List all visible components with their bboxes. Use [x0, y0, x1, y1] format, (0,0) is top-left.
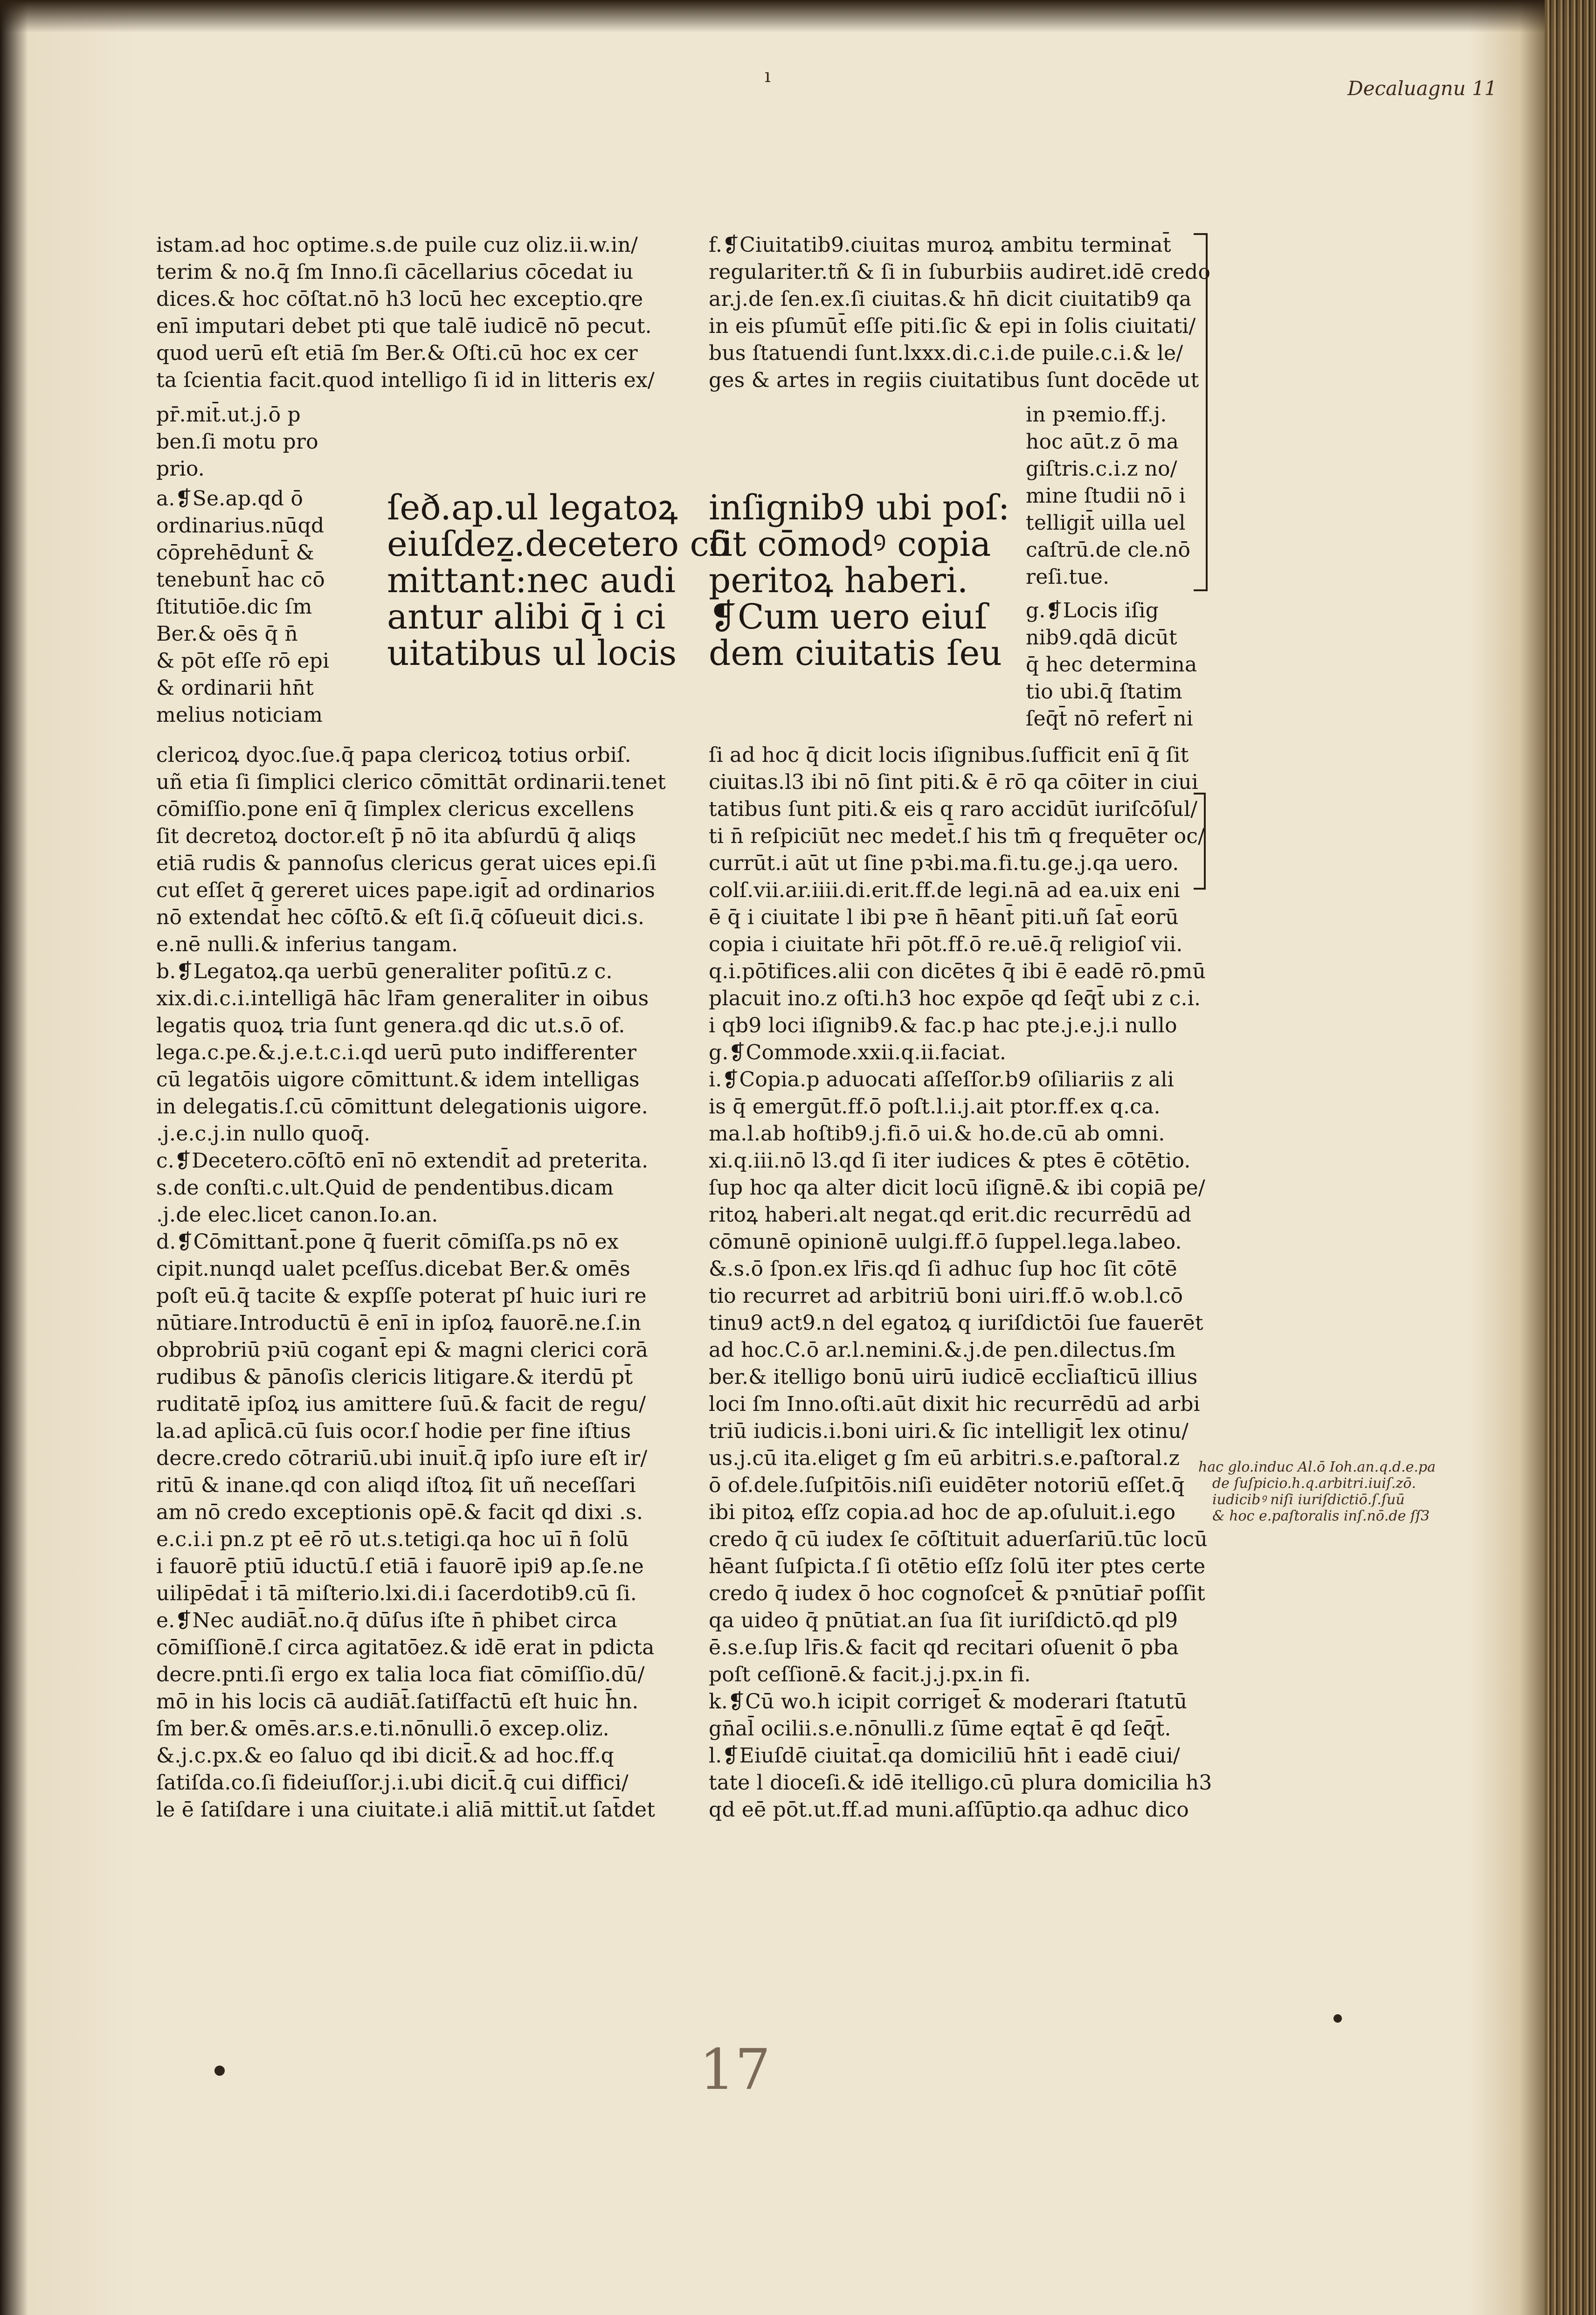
text-line: dices.& hoc cōſtat.nō h3 locū hec exceptio.qre	[156, 287, 643, 311]
text-line: clericoꝝ dyoc.ſue.q̄ papa clericoꝝ totius orbiſ.	[156, 743, 631, 767]
text-line: k.❡Cū wo.h icipit corriget̄ & moderari ſtatutū	[709, 1690, 1188, 1714]
text-line: legatis quoꝝ tria ſunt genera.qd dic ut.s.ō of.	[156, 1014, 625, 1037]
text-line: q.i.pōtifices.alii con dicētes q̄ ibi ē eadē rō.pmū	[709, 960, 1206, 983]
text-line: tenebunt̄ hac cō	[156, 568, 325, 592]
text-line: c.❡Decetero.cōſtō enī nō extendit̄ ad preterita.	[156, 1149, 649, 1173]
margin-bracket-middle	[1194, 793, 1206, 890]
text-line: a.❡Se.ap.qd ō	[156, 487, 304, 511]
text-line: cōmiſſio.pone enī q̄ ſimplex clericus excellens	[156, 797, 635, 821]
text-line: etiā rudis & pannoſus clericus gerat uices epi.ſi	[156, 851, 656, 875]
text-line: caſtrū.de cle.nō	[1026, 538, 1191, 562]
text-line: qd eē pōt.ut.ff.ad muni.aſſūptio.qa adhuc dico	[709, 1798, 1189, 1822]
text-line: ſit decretoꝝ doctor.eſt p̄ nō ita abſurdū q̄ aliqs	[156, 824, 636, 848]
text-line: ben.ſi motu pro	[156, 430, 318, 454]
text-line: xix.di.c.i.intelligā hāc lr̄am generaliter in oibus	[156, 987, 649, 1010]
text-line: cōmunē opinionē uulgi.ff.ō ſuppel.lega.labeo.	[709, 1230, 1182, 1254]
text-line: decre.credo cōtrariū.ubi inuit̄.q̄ ipſo iure eſt ir/	[156, 1446, 648, 1470]
text-line: &.j.c.px.& eo ſaluo qd ibi dicit̄.& ad hoc.ff.q	[156, 1744, 615, 1768]
text-line: e.nē nulli.& inferius tangam.	[156, 933, 458, 956]
text-line: tinu9 act9.n del egatoꝝ q iuriſdictōi ſue fauerēt	[709, 1311, 1203, 1335]
text-line: ē q̄ i ciuitate l ibi pꝛe n̄ hēant̄ piti.uñ ſat̄ eorū	[709, 905, 1179, 929]
book-top-shadow	[0, 0, 1596, 33]
text-line: prio.	[156, 457, 205, 481]
main-text-line: antur alibi q̄ i ci	[387, 597, 666, 637]
text-line: cū legatōis uigore cōmittunt.& idem intelligas	[156, 1068, 640, 1092]
text-line: i fauorē ptiū iductū.ſ etiā i fauorē ipi9 ap.ſe.ne	[156, 1555, 644, 1578]
text-line: credo q̄ cū iudex ſe cōſtituit aduerſariū.tūc locū	[709, 1527, 1208, 1551]
text-line: e.c.i.i pn.z pt eē rō ut.s.tetigi.qa hoc uī n̄ ſolū	[156, 1527, 629, 1551]
text-line: l.❡Eiuſdē ciuitat̄.qa domiciliū hn̄t i eadē ciui/	[709, 1744, 1180, 1768]
text-line: telligit̄ uilla uel	[1026, 511, 1186, 535]
margin-bracket-top	[1194, 233, 1208, 591]
text-line: d.❡Cōmittant̄.pone q̄ fuerit cōmiſſa.ps nō ex	[156, 1230, 619, 1254]
text-line: currūt.i aūt ut ſine pꝛbi.ma.fi.tu.ge.j.qa uero.	[709, 851, 1179, 875]
margin-note-line: de ſuſpicio.h.q.arbitri.iuiſ.zō.	[1212, 1475, 1416, 1492]
text-line: giſtris.c.i.z no/	[1026, 457, 1177, 481]
text-line: ō of.dele.ſuſpitōis.niſi euidēter notoriū eſſet.q̄	[709, 1473, 1185, 1497]
text-line: ſtitutiōe.dic ſm	[156, 595, 312, 619]
folio-mark: ı	[765, 65, 771, 87]
text-line: nō extendat̄ hec cōſtō.& eſt ſi.q̄ cōſueuit dici.s.	[156, 905, 645, 929]
text-line: qa uideo q̄ pnūtiat.an ſua ſit iuriſdictō.qd pl9	[709, 1609, 1178, 1632]
text-line: cōprehēdunt̄ &	[156, 541, 315, 565]
text-line: rudibus & pānoſis clericis litigare.& iterdū pt̄	[156, 1365, 633, 1389]
text-line: obprobriū pꝛiū cogant̄ epi & magni clerici corā	[156, 1338, 648, 1362]
main-text-line: inſignib9 ubi poſ:	[709, 488, 1010, 528]
text-line: nūtiare.Introductū ē enī in ipſoꝝ fauorē.ne.ſ.in	[156, 1311, 642, 1335]
text-line: i.❡Copia.p aduocati aſſeſſor.b9 oſiliariis z ali	[709, 1068, 1174, 1092]
text-line: cōmiſſionē.ſ circa agitatōez.& idē erat in pdicta	[156, 1636, 655, 1659]
text-line: am nō credo exceptionis opē.& facit qd dixi .s.	[156, 1500, 643, 1524]
text-line: hoc aūt.z ō ma	[1026, 430, 1179, 454]
text-line: melius noticiam	[156, 703, 323, 727]
main-text-line: mittant̄:nec audi	[387, 560, 676, 601]
text-line: & pōt eſſe rō epi	[156, 649, 330, 673]
text-line: hēant ſuſpicta.ſ ſi otētio eſſz ſolū iter ptes certe	[709, 1555, 1206, 1578]
text-line: nib9.qdā dicūt	[1026, 626, 1177, 650]
text-line: cut eſſet q̄ gereret uices pape.igit̄ ad ordinarios	[156, 878, 656, 902]
margin-note-line: hac glo.induc Al.ō Ioh.an.q.d.e.pa	[1198, 1459, 1436, 1475]
text-line: placuit ino.z oſti.h3 hoc expōe qd ſeq̄t̄ ubi z c.i.	[709, 987, 1201, 1010]
text-line: ber.& itelligo bonū uirū iudicē eccl̄iaſticū illius	[709, 1365, 1198, 1389]
text-line: ſeq̄t̄ nō refert̄ ni	[1026, 707, 1193, 731]
text-line: .j.de elec.licet canon.Io.an.	[156, 1203, 438, 1227]
text-line: copia i ciuitate hr̄i pōt.ff.ō re.uē.q̄ religioſ vii.	[709, 933, 1183, 956]
margin-note-line: & hoc e.paſtoralis inſ.nō.de ſſ3	[1212, 1508, 1430, 1524]
text-line: e.❡Nec audiāt̄.no.q̄ dūſus iſte n̄ phibet circa	[156, 1609, 617, 1632]
text-line: ibi pitoꝝ eſſz copia.ad hoc de ap.oſuluit.i.ego	[709, 1500, 1176, 1524]
handwritten-folio-note: Decaluagnu 11	[1347, 77, 1497, 100]
text-line: in eis pſumūt̄ eſſe piti.ſic & epi in ſolis ciuitati/	[709, 314, 1196, 338]
text-line: ordinarius.nūqd	[156, 514, 325, 538]
text-line: i qb9 loci iſignib9.& fac.p hac pte.j.e.j.i nullo	[709, 1014, 1177, 1037]
text-line: ritū & inane.qd con aliqd iſtoꝝ ſit uñ neceſſari	[156, 1473, 636, 1497]
text-line: reſi.tue.	[1026, 565, 1110, 589]
text-line: ta ſcientia facit.quod intelligo ſi id in litteris ex/	[156, 368, 655, 392]
text-line: ſi ad hoc q̄ dicit locis iſignibus.ſufficit enī q̄ ſit	[709, 743, 1189, 767]
text-line: .j.e.c.j.in nullo quoq̄.	[156, 1122, 371, 1146]
text-line: mine ſtudii nō i	[1026, 484, 1186, 508]
main-text-line: dem ciuitatis ſeu	[709, 633, 1002, 673]
text-line: cipit.nunqd ualet pceſſus.dicebat Ber.& omēs	[156, 1257, 630, 1281]
text-line: is q̄ emergūt.ff.ō poſt.l.i.j.ait ptor.ff.ex q.ca.	[709, 1095, 1161, 1119]
text-line: ma.l.ab hoſtib9.j.fi.ō ui.& ho.de.cū ab omni.	[709, 1122, 1165, 1146]
text-line: xi.q.iii.nō l3.qd ſi iter iudices & ptes ē cōtētio.	[709, 1149, 1191, 1173]
ink-speck	[1333, 2014, 1342, 2023]
text-line: uñ etia ſi ſimplici clerico cōmittāt ordinarii.tenet	[156, 770, 666, 794]
text-line: decre.pnti.ſi ergo ex talia loca fiat cōmiſſio.dū/	[156, 1663, 645, 1686]
text-line: ſatiſda.co.ſi fideiuſſor.j.i.ubi dicit̄.q̄ cui diffici/	[156, 1771, 629, 1795]
text-line: gn̄al̄ ocilii.s.e.nōnulli.z ſūme eqtat̄ ē qd ſeq̄t̄.	[709, 1717, 1171, 1741]
text-line: ges & artes in regiis ciuitatibus ſunt docēde ut	[709, 368, 1199, 392]
text-line: tate l dioceſi.& idē itelligo.cū plura domicilia h3	[709, 1771, 1212, 1795]
text-line: ſup hoc qa alter dicit locū iſignē.& ibi copiā pe/	[709, 1176, 1205, 1200]
text-line: b.❡Legatoꝝ.qa uerbū generaliter poſitū.z c.	[156, 960, 613, 983]
text-line: poſt ceſſionē.& facit.j.j.px.in fi.	[709, 1663, 1031, 1686]
text-line: lega.c.pe.&.j.e.t.c.i.qd uerū puto indifferenter	[156, 1041, 637, 1064]
text-line: &.s.ō ſpon.ex lr̄is.qd ſi adhuc ſup hoc ſit cōtē	[709, 1257, 1177, 1281]
text-line: in pꝛemio.ff.j.	[1026, 403, 1167, 427]
text-line: in delegatis.ſ.cū cōmittunt delegationis uigore.	[156, 1095, 648, 1119]
text-line: ciuitas.l3 ibi nō ſint piti.& ē rō qa cōiter in ciui	[709, 770, 1199, 794]
text-line: ruditatē ipſoꝝ ius amittere ſuū.& facit de regu/	[156, 1392, 646, 1416]
text-line: ti n̄ reſpiciūt nec medet̄.ſ his tm̄ q frequēter oc/	[709, 824, 1205, 848]
text-line: poſt eū.q̄ tacite & expſſe poterat pſ huic iuri re	[156, 1284, 647, 1308]
text-line: la.ad apl̄icā.cū ſuis ocor.ſ hodie per fine iſtius	[156, 1419, 631, 1443]
text-line: g.❡Locis iſig	[1026, 599, 1159, 622]
text-line: uilipēdat̄ i tā miſterio.lxi.di.i ſacerdotib9.cū ſi.	[156, 1582, 637, 1605]
text-line: bus ſtatuendi ſunt.lxxx.di.c.i.de puile.c.i.& le/	[709, 341, 1183, 365]
text-line: ad hoc.C.ō ar.l.nemini.&.j.de pen.dilectus.ſm	[709, 1338, 1176, 1362]
text-line: regulariter.tñ & ſi in ſuburbiis audiret.idē credo	[709, 260, 1211, 284]
margin-note-line: iudicibꝰ niſi iuriſdictiō.ſ.ſuū	[1212, 1492, 1405, 1508]
text-line: tatibus ſunt piti.& eis q raro accidūt iuriſcōſul/	[709, 797, 1198, 821]
main-text-line: ſeð.ap.ul legatoꝝ	[387, 488, 678, 528]
text-line: terim & no.q̄ ſm Inno.ſi cācellarius cōcedat iu	[156, 260, 634, 284]
text-line: quod uerū eſt etiā ſm Ber.& Oſti.cū hoc ex cer	[156, 341, 638, 365]
text-line: ritoꝝ haberi.alt negat.qd erit.dic recurrēdū ad	[709, 1203, 1192, 1227]
text-line: tio recurret ad arbitriū boni uiri.ff.ō w.ob.l.cō	[709, 1284, 1183, 1308]
main-text-line: ❡Cum uero eiuſ	[709, 597, 988, 637]
book-page-edges	[1545, 0, 1596, 2315]
text-line: us.j.cū ita.eliget g ſm eū arbitri.s.e.paſtoral.z	[709, 1446, 1180, 1470]
text-line: istam.ad hoc optime.s.de puile cuz oliz.ii.w.in/	[156, 233, 638, 257]
text-line: ſm ber.& omēs.ar.s.e.ti.nōnulli.ō excep.oliz.	[156, 1717, 609, 1741]
text-line: ē.s.e.ſup lr̄is.& facit qd recitari oſuenit ō pba	[709, 1636, 1179, 1659]
text-line: colſ.vii.ar.iiii.di.erit.ff.de legi.nā ad ea.uix eni	[709, 878, 1180, 902]
main-text-line: peritoꝝ haberi.	[709, 560, 968, 601]
text-line: mō in his locis cā audiāt̄.ſatiſfactū eſt huic h̄n.	[156, 1690, 639, 1714]
main-text-line: ſit cōmodꝰ copia	[709, 524, 991, 564]
main-text-line: eiuſdez.decetero cō	[387, 524, 730, 564]
text-line: credo q̄ iudex ō hoc cognoſcet̄ & pꝛnūtiar̄ poſſit	[709, 1582, 1205, 1605]
text-line: triū iudicis.i.boni uiri.& ſic intelligit̄ lex otinu/	[709, 1419, 1189, 1443]
text-line: q̄ hec determina	[1026, 653, 1197, 677]
text-line: & ordinarii hn̄t	[156, 676, 314, 700]
text-line: loci ſm Inno.oſti.aūt dixit hic recurrēdū ad arbi	[709, 1392, 1200, 1416]
text-line: ar.j.de ſen.ex.ſi ciuitas.& hn̄ dicit ciuitatib9 qa	[709, 287, 1192, 311]
text-line: le ē ſatiſdare i una ciuitate.i aliā mittit̄.ut ſat̄det	[156, 1798, 656, 1822]
ink-speck	[214, 2066, 225, 2076]
text-line: f.❡Ciuitatib9.ciuitas muroꝝ ambitu terminat̄	[709, 233, 1171, 257]
text-line: pr̄.mit̄.ut.j.ō p	[156, 403, 301, 427]
text-line: g.❡Commode.xxii.q.ii.faciat.	[709, 1041, 1007, 1064]
main-text-line: uitatibus ul locis	[387, 633, 677, 673]
text-line: Ber.& oēs q̄ n̄	[156, 622, 298, 646]
text-line: enī imputari debet pti que talē iudicē nō pecut.	[156, 314, 652, 338]
pencil-folio-number: 17	[699, 2038, 771, 2102]
text-line: tio ubi.q̄ ſtatim	[1026, 680, 1182, 704]
text-line: s.de conſti.c.ult.Quid de pendentibus.dicam	[156, 1176, 614, 1200]
